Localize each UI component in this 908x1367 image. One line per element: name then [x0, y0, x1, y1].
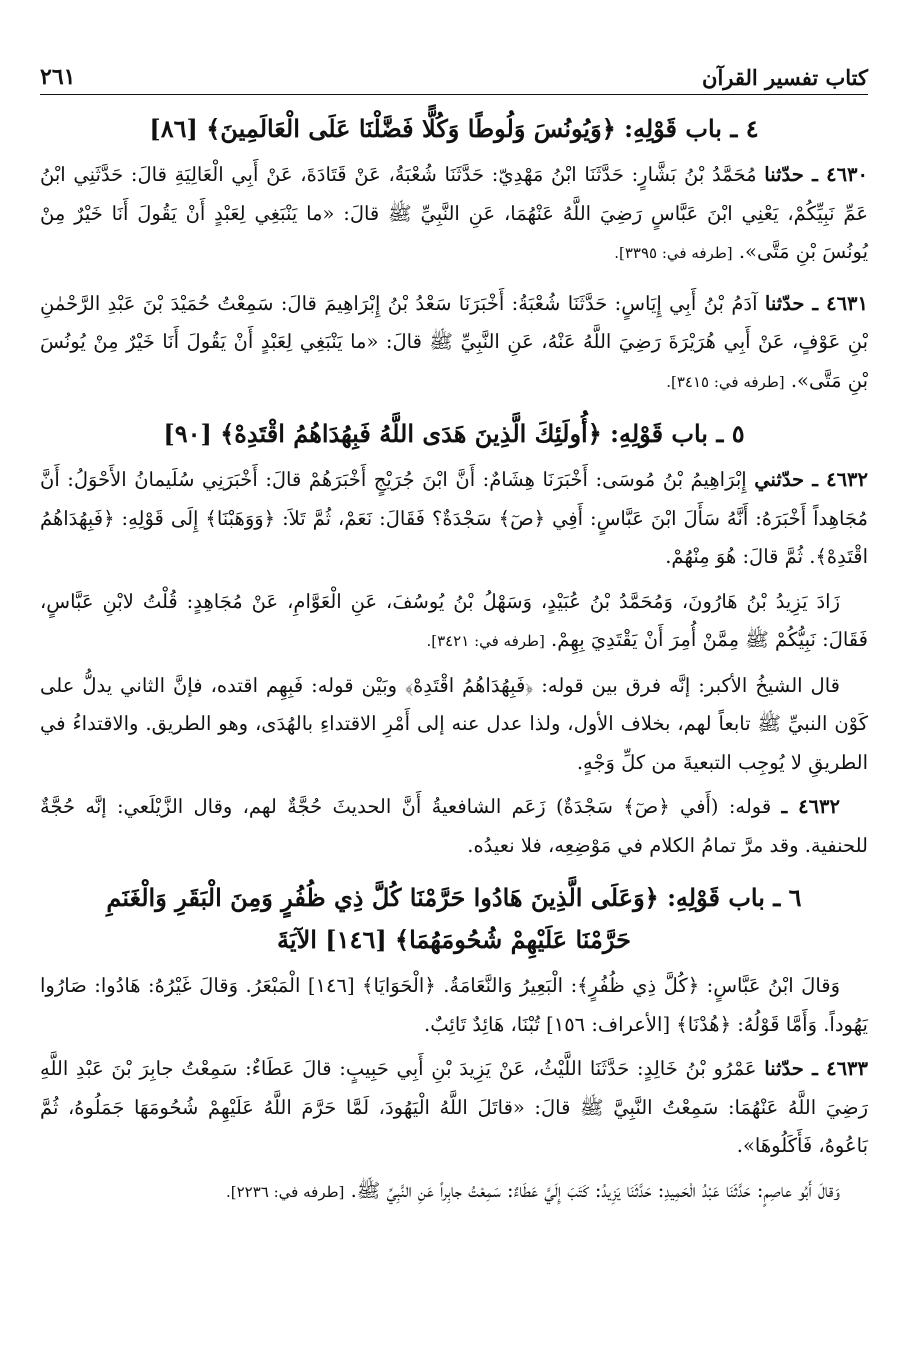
- commentary-text: قوله: (أَفي ﴿صٓ﴾ سَجْدَةٌ) زَعَم الشافعيةُ أَنَّ الحديثَ حُجَّةٌ لهم، وقال الزَّيْلَعي: إنَّه حُجَّةٌ للحنفية. وقد مرَّ تمامُ الكلام في مَوْضِعِه، فلا نعيدُه.: [40, 795, 868, 857]
- book-title: كتاب تفسير القرآن: [702, 65, 868, 90]
- hadith-text: مُحَمَّدُ بْنُ بَشَّارٍ: حَدَّثَنَا ابْنُ مَهْدِيّ: حَدَّثَنَا شُعْبَةُ، عَنْ قَتَادَةَ، عَنْ أَبِي الْعَالِيَةِ قالَ: حَدَّثَنِي ابْنُ عَمِّ نَبِيِّكُمْ، يَعْنِي ابْنَ عَبَّاسٍ رَضِيَ اللَّهُ عَنْهُمَا، عَنِ النَّبِيِّ ﷺ قالَ: «ما يَنْبَغِي لِعَبْدٍ أَنْ يَقُولَ أَنَا خَيْرٌ مِنْ يُونُسَ بْنِ مَتَّى».: [40, 163, 868, 263]
- hadith-text: إِبْرَاهِيمُ بْنُ مُوسَى: أَخْبَرَنَا هِشَامٌ: أَنَّ ابْنَ جُرَيْجٍ أَخْبَرَهُمْ قالَ: أَخْبَرَنِي سُلَيمانُ الأَحْوَلُ: أَنَّ مُجَاهِداً أَخْبَرَهُ: أَنَّهُ سَأَلَ ابْنَ عَبَّاسٍ: أَفِي ﴿صٓ﴾ سَجْدَةٌ؟ فَقَالَ: نَعَمْ، ثُمَّ تَلاَ: ﴿وَوَهَبْنَا﴾ إِلَى قَوْلِهِ: ﴿فَبِهُدَاهُمُ اقْتَدِهْ﴾. ثُمَّ قالَ: هُوَ مِنْهُمْ.: [40, 468, 868, 568]
- hadith-4632-addition: [40, 583, 868, 661]
- hadith-4630: [40, 156, 868, 273]
- hadith-4632: [40, 461, 868, 577]
- commentary-number: ٤٦٣٢ ـ: [781, 795, 840, 818]
- chapter-heading-5: ٥ ـ باب قَوْلِهِ: ﴿أُولَئِكَ الَّذِينَ هَدَى اللَّهُ فَبِهُدَاهُمُ اقْتَدِهْ﴾ [٩٠]: [163, 419, 745, 448]
- hadith-number: ٤٦٣٢ ـ حدّثني: [754, 468, 868, 491]
- chapter-heading-6: [40, 877, 868, 961]
- chapter-heading-line-2: حَرَّمْنَا عَلَيْهِمْ شُحُومَهُمَا﴾ [١٤٦] الآيَةَ: [277, 925, 631, 954]
- commentary-sheikh: قال الشيخُ الأكبر: إنَّه فرق بين قوله: ﴿فَبِهُدَاهُمُ اقْتَدِهْ﴾ وبَيْن قوله: فَبِهِم اقتده، فإنَّ الثاني يدلُّ على كَوْن النبيِّ ﷺ تابعاً لهم، بخلاف الأول، ولذا عدل عنه إلى أَمْرِ الاقتداءِ بالهُدَى، وهو الطريق. والاقتداءُ في الطريقِ لا يُوجِب التبعيةَ من كلِّ وَجْهٍ.: [40, 673, 868, 774]
- chapter-heading-4: ٤ ـ باب قَوْلِهِ: ﴿وَيُونُسَ وَلُوطًا وَكُلًّا فَضَّلْنَا عَلَى الْعَالَمِينَ﴾ [٨٦]: [149, 114, 759, 143]
- hadith-text: وَقالَ أَبُو عاصِمٍ: حَدَّثَنَا عَبْدُ الْحَمِيدِ: حَدَّثَنَا يَزِيدُ: كَتَبَ إِلَيَّ عَطَاءٌ: سَمِعْتُ جابِراً عَنِ النَّبِيِّ ﷺ.: [350, 1178, 840, 1202]
- section-6-note: وَقالَ ابْنُ عَبَّاسٍ: ﴿كُلَّ ذِي ظُفُرٍ﴾: الْبَعِيرُ وَالنَّعَامَةُ. ﴿الْحَوَايَا﴾ [١٤٦] الْمَبْعَرُ. وَقالَ غَيْرُهُ: هَادُوا: صَارُوا يَهُوداً. وَأَمَّا قَوْلُهُ: ﴿هُدْنَا﴾ [الأعراف: ١٥٦] تُبْنَا، هَائِدٌ تَائِبٌ.: [40, 974, 868, 1036]
- hadith-text: آدَمُ بْنُ أَبِي إِيَاسٍ: حَدَّثَنَا شُعْبَةُ: أَخْبَرَنَا سَعْدُ بْنُ إِبْرَاهِيمَ قالَ: سَمِعْتُ حُمَيْدَ بْنَ عَبْدِ الرَّحْمٰنِ بْنِ عَوْفٍ، عَنْ أَبِي هُرَيْرَةَ رَضِيَ اللَّهُ عَنْهُ، عَنِ النَّبِيِّ ﷺ قالَ: «ما يَنْبَغِي لِعَبْدٍ أَنْ يَقُولَ أَنَا خَيْرٌ مِنْ يُونُسَ بْنِ مَتَّى».: [40, 291, 868, 392]
- cross-reference: [طرفه في: ٢٢٣٦].: [226, 1182, 345, 1201]
- hadith-4633: [40, 1050, 868, 1166]
- hadith-text: عَمْرُو بْنُ خَالِدٍ: حَدَّثَنَا اللَّيْثُ، عَنْ يَزِيدَ بْنِ أَبِي حَبِيبٍ: قالَ عَطَاءٌ: سَمِعْتُ جابِرَ بْنَ عَبْدِ اللَّهِ رَضِيَ اللَّهُ عَنْهُمَا: سَمِعْتُ النَّبِيَّ ﷺ قالَ: «قاتَلَ اللَّهُ الْيَهُودَ، لَمَّا حَرَّمَ اللَّهُ عَلَيْهِمْ شُحُومَهَا جَمَلُوهُ، ثُمَّ بَاعُوهُ، فَأَكَلُوهَا».: [40, 1057, 868, 1157]
- cross-reference: [طرفه في: ٣٤٢١].: [426, 632, 545, 650]
- hadith-number: ٤٦٣١ ـ حدّثنا: [764, 291, 868, 315]
- cross-reference: [طرفه في: ٣٤١٥].: [666, 372, 785, 391]
- commentary-4632: [40, 788, 868, 865]
- page-number: ٢٦١: [40, 64, 76, 90]
- hadith-4631: [40, 285, 868, 402]
- page-body: [40, 108, 868, 1211]
- hadith-text: زَادَ يَزِيدُ بْنُ هَارُونَ، وَمُحَمَّدُ بْنُ عُبَيْدٍ، وَسَهْلُ بْنُ يُوسُفَ، عَنِ الْعَوَّامِ، عَنْ مُجَاهِدٍ: قُلْتُ لابْنِ عَبَّاسٍ، فَقَالَ: نَبِيُّكُمْ ﷺ مِمَّنْ أُمِرَ أَنْ يَقْتَدِيَ بِهِمْ.: [40, 589, 868, 651]
- hadith-number: ٤٦٣٠ ـ حدّثنا: [764, 163, 868, 186]
- page-header: [40, 46, 868, 95]
- cross-reference: [طرفه في: ٣٣٩٥].: [614, 244, 733, 262]
- hadith-4633-addition: [40, 1172, 868, 1212]
- chapter-heading-line-1: ٦ ـ باب قَوْلِهِ: ﴿وَعَلَى الَّذِينَ هَادُوا حَرَّمْنَا كُلَّ ذِي ظُفُرٍ وَمِنَ الْبَقَرِ وَالْغَنَمِ: [106, 883, 802, 912]
- hadith-number: ٤٦٣٣ ـ حدّثنا: [764, 1057, 868, 1080]
